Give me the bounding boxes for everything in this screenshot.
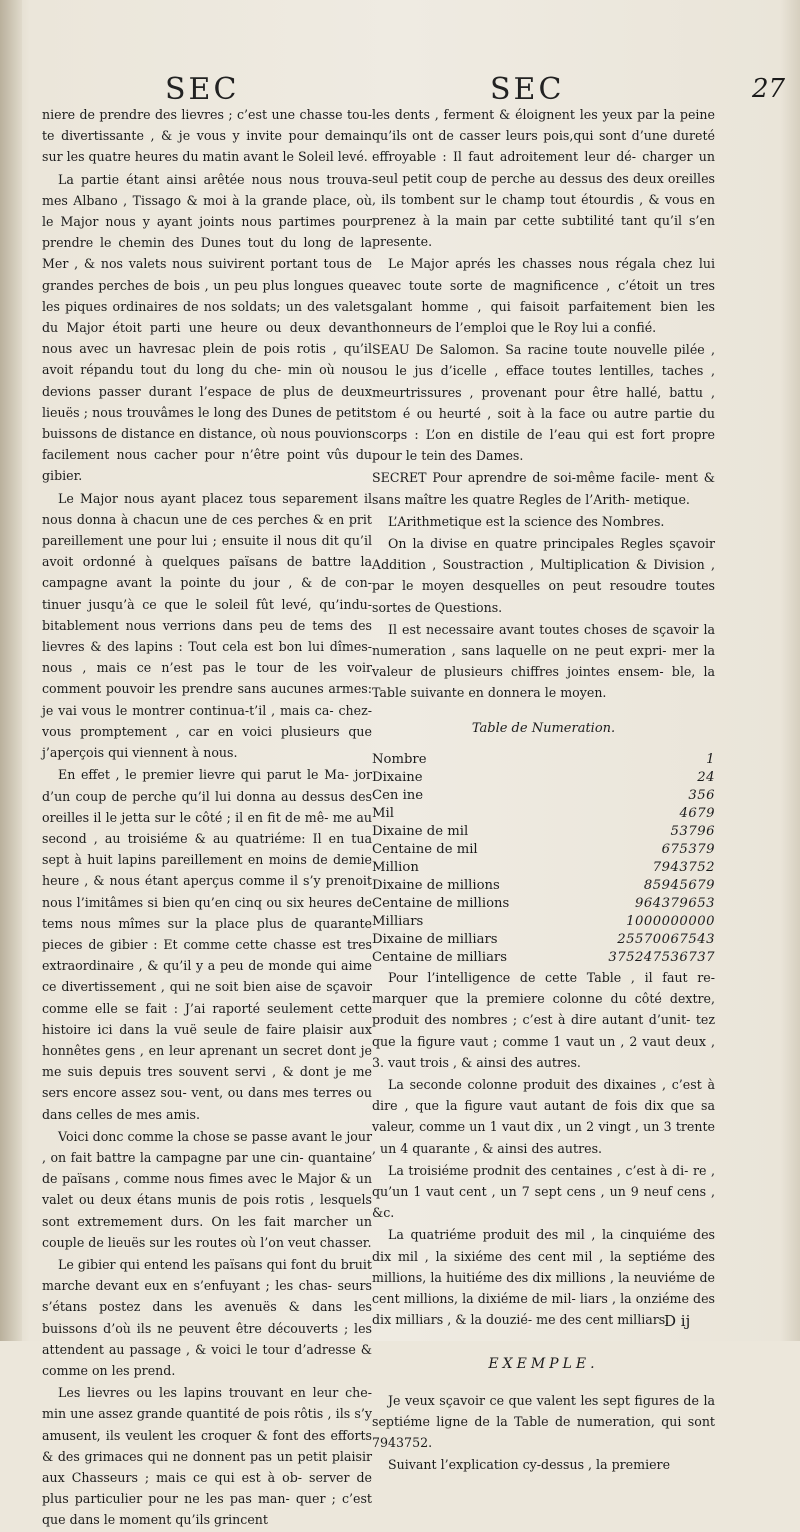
- paragraph: Les lievres ou les lapins trouvant en leur che- min une assez grande quantité de pois rôtis , ils s’y amusent, ils veulent les croquer & font des efforts & des grimaces qui ne donnent pas un petit plaisir aux Chasseurs ; mais ce qui est à ob- server de plus particulier pour ne les pas man- quer ; c’est que dans le moment qu’ils grincent: [42, 1385, 372, 1528]
- table-row: [372, 769, 715, 787]
- row-value: 1: [706, 751, 715, 767]
- paragraph: La quatriéme produit des mil , la cinquiéme des dix mil , la sixiéme des cent mil , la septiéme des millions, la huitiéme des dix millions , la neuviéme de cent millions, la dixiéme de mil- liars , la onziéme des dix milliars , & la douzié- me des cent milliars.: [372, 1227, 715, 1328]
- row-value: 53796: [670, 823, 715, 839]
- row-label: Million: [372, 859, 419, 875]
- paragraph: La partie étant ainsi arêtée nous nous trouva- mes Albano , Tissago & moi à la grande place, où le Major nous y ayant joints nous partimes pour prendre le chemin des Dunes tout du long de la Mer , & nos valets nous suivirent portant tous de grandes perches de bois , un peu plus longues que les piques ordinaires de nos soldats; un des valets du Major étoit parti une heure ou deux devant nous avec un havresac plein de pois rotis , qu’il avoit répandu tout du long du che- min où nous devions passer durant l’espace de plus de deux lieuës ; nous trouvâmes le long des Dunes de petits buissons de distance en distance, où nous pouvions facilement nous cacher pour n’être point vûs du gibier.: [42, 171, 372, 484]
- row-label: Cen ine: [372, 787, 424, 803]
- page-number: 27: [752, 74, 786, 104]
- row-label: Dixaine de millions: [372, 877, 500, 893]
- table-row: [372, 823, 715, 841]
- paragraph: Le Major nous ayant placez tous separement il nous donna à chacun une de ces perches & en prit pareillement une pour lui ; ensuite il nous dit qu’il avoit ordonné à quelques païsans de battre la campagne avant la pointe du jour , & de con- tinuer jusqu’à ce que le soleil fût levé, qu’indu- bitablement nous verrions dans peu de tems des lievres & des lapins : Tout cela est bon lui dîmes-nous , mais ce n’est pas le tour de les voir comment pouvoir les prendre sans aucunes armes: je vai vous le montrer continua-t’il , mais ca- chez-vous promptement , car en voici plusieurs que j’aperçois qui viennent à nous.: [42, 490, 372, 761]
- table-title: Table de Numeration.: [471, 720, 616, 736]
- row-value: 675379: [661, 841, 715, 857]
- row-label: Mil: [372, 805, 394, 821]
- paragraph: En effet , le premier lievre qui parut le Ma- jor d’un coup de perche qu’il lui donna au dessus des oreilles il le jetta sur le côté ; il en fit de mê- me au second , au troisiéme & au quatriéme: Il en tua sept à huit lapins pareillement en moins de demie heure , & nous étant aperçus comme il s’y prenoit nous l’imitâmes si bien qu’en cinq ou six heures de tems nous mîmes sur la place plus de quarante pieces de gibier : Et comme cette chasse est tres extraordinaire , & qu’il y a peu de monde qui aime ce divertissement , qui ne soit bien aise de sçavoir comme elle se fait : J’ai raporté seulement cette histoire ici dans la vuë seule de faire plaisir aux honnêtes gens , en leur aprenant un secret dont je me suis depuis tres souvent servi , & dont je me sers encore assez sou- vent, ou dans mes terres ou dans celles de mes amis.: [42, 767, 372, 1122]
- row-label: Centaine de mil: [372, 841, 478, 857]
- row-value: 7943752: [652, 859, 715, 875]
- entry-secret: SECRET Pour aprendre de soi-même facile- ment & sans maître les quatre Regles de l’Arith- metique.: [372, 470, 715, 507]
- paragraph: La troisiéme prodnit des centaines , c’est à di- re , qu’un 1 vaut cent , un 7 sept cens , un 9 neuf cens , &c.: [372, 1162, 715, 1221]
- table-row: [372, 913, 715, 931]
- paragraph: Le gibier qui entend les païsans qui font du bruit marche devant eux en s’enfuyant ; les chas- seurs s’étans postez dans les avenuës & dans les buissons d’où ils ne peuvent être découverts ; les attendent au passage , & voici le tour d’adresse & comme on les prend.: [42, 1256, 372, 1378]
- table-row: [372, 895, 715, 913]
- paragraph: On la divise en quatre principales Regles sçavoir Addition , Soustraction , Multiplication & Division , par le moyen desquelles on peut resoudre toutes sortes de Questions.: [372, 536, 715, 615]
- numeration-table: [372, 751, 715, 967]
- entry-seau: SEAU De Salomon. Sa racine toute nouvelle pilée , ou le jus d’icelle , efface toutes lentilles, taches , meurtrissures , provenant pour être hallé, battu , tom é ou heurté , soit à la face ou autre partie du corps : L’on en distile de l’eau qui est fort propre pour le tein des Dames.: [372, 342, 715, 464]
- table-row: [372, 841, 715, 859]
- table-row: [372, 787, 715, 805]
- row-value: 375247536737: [608, 949, 715, 965]
- table-row: [372, 751, 715, 769]
- row-label: Dixaine: [372, 769, 423, 785]
- row-label: Nombre: [372, 751, 427, 767]
- table-row: [372, 859, 715, 877]
- paragraph: les dents , ferment & éloignent les yeux par la peine qu’ils ont de casser leurs pois,qui sont d’une dureté effroyable : Il faut adroitement leur dé- charger un seul petit coup de perche au dessus des deux oreilles , ils tombent sur le champ tout étourdis , & vous en prenez à la main par cette subtilité tant qu’il s’en presente.: [372, 107, 715, 250]
- row-value: 1000000000: [626, 913, 715, 929]
- paragraph: niere de prendre des lievres ; c’est une chasse tou- te divertissante , & je vous y invite pour demain sur les quatre heures du matin avant le Soleil levé.: [42, 107, 372, 165]
- row-value: 4679: [679, 805, 715, 821]
- row-label: Dixaine de milliars: [372, 931, 498, 947]
- exemple-heading: EXEMPLE.: [488, 1356, 599, 1373]
- right-column: [372, 104, 715, 1476]
- row-value: 85945679: [643, 877, 715, 893]
- left-column: [42, 104, 372, 1532]
- row-label: Milliars: [372, 913, 424, 929]
- paragraph: Pour l’intelligence de cette Table , il faut re- marquer que la premiere colonne du côté dextre, produit des nombres ; c’est à dire autant d’unit- tez que la figure vaut ; comme 1 vaut un , 2 vaut deux , 3. vaut trois , & ainsi des autres.: [372, 969, 715, 1070]
- row-value: 356: [688, 787, 715, 803]
- row-label: Dixaine de mil: [372, 823, 469, 839]
- row-value: 964379653: [634, 895, 715, 911]
- signature-mark: D ij: [664, 1312, 691, 1330]
- paragraph: Suivant l’explication cy-dessus , la premiere: [388, 1457, 671, 1473]
- row-value: 24: [697, 769, 715, 785]
- binding-gutter: [0, 0, 22, 1341]
- paragraph: Je veux sçavoir ce que valent les sept figures de la septiéme ligne de la Table de numeration, qui sont 7943752.: [372, 1392, 715, 1450]
- table-row: [372, 931, 715, 949]
- row-label: Centaine de milliars: [372, 949, 508, 965]
- row-label: Centaine de millions: [372, 895, 510, 911]
- paragraph: Voici donc comme la chose se passe avant le jour , on fait battre la campagne par une cin- quantaine de païsans , comme nous fimes avec le Major & un valet ou deux étans munis de pois rotis , lesquels sont extremement durs. On les fait marcher un couple de lieuës sur les routes où l’on veut chasser.: [42, 1128, 372, 1250]
- paragraph: Il est necessaire avant toutes choses de sçavoir la numeration , sans laquelle on ne peut expri- mer la valeur de plusieurs chiffres jointes ensem- ble, la Table suivante en donnera le moyen.: [372, 621, 715, 701]
- table-row: [372, 949, 715, 967]
- paragraph: Le Major aprés les chasses nous régala chez lui avec toute sorte de magnificence , c’étoit un tres galant homme , qui faisoit parfaitement bien les honneurs de l’emploi que le Roy lui a confié.: [372, 256, 715, 336]
- paragraph: L’Arithmetique est la science des Nombres.: [388, 513, 665, 529]
- table-row: [372, 877, 715, 895]
- table-row: [372, 805, 715, 823]
- row-value: 25570067543: [617, 931, 715, 947]
- running-head-right: SEC: [490, 72, 565, 107]
- running-head-left: SEC: [165, 72, 240, 107]
- paragraph: La seconde colonne produit des dixaines , c’est à dire , que la figure vaut autant de fois dix que sa valeur, comme un 1 vaut dix , un 2 vingt , un 3 trente , un 4 quarante , & ainsi des autres.: [372, 1076, 715, 1156]
